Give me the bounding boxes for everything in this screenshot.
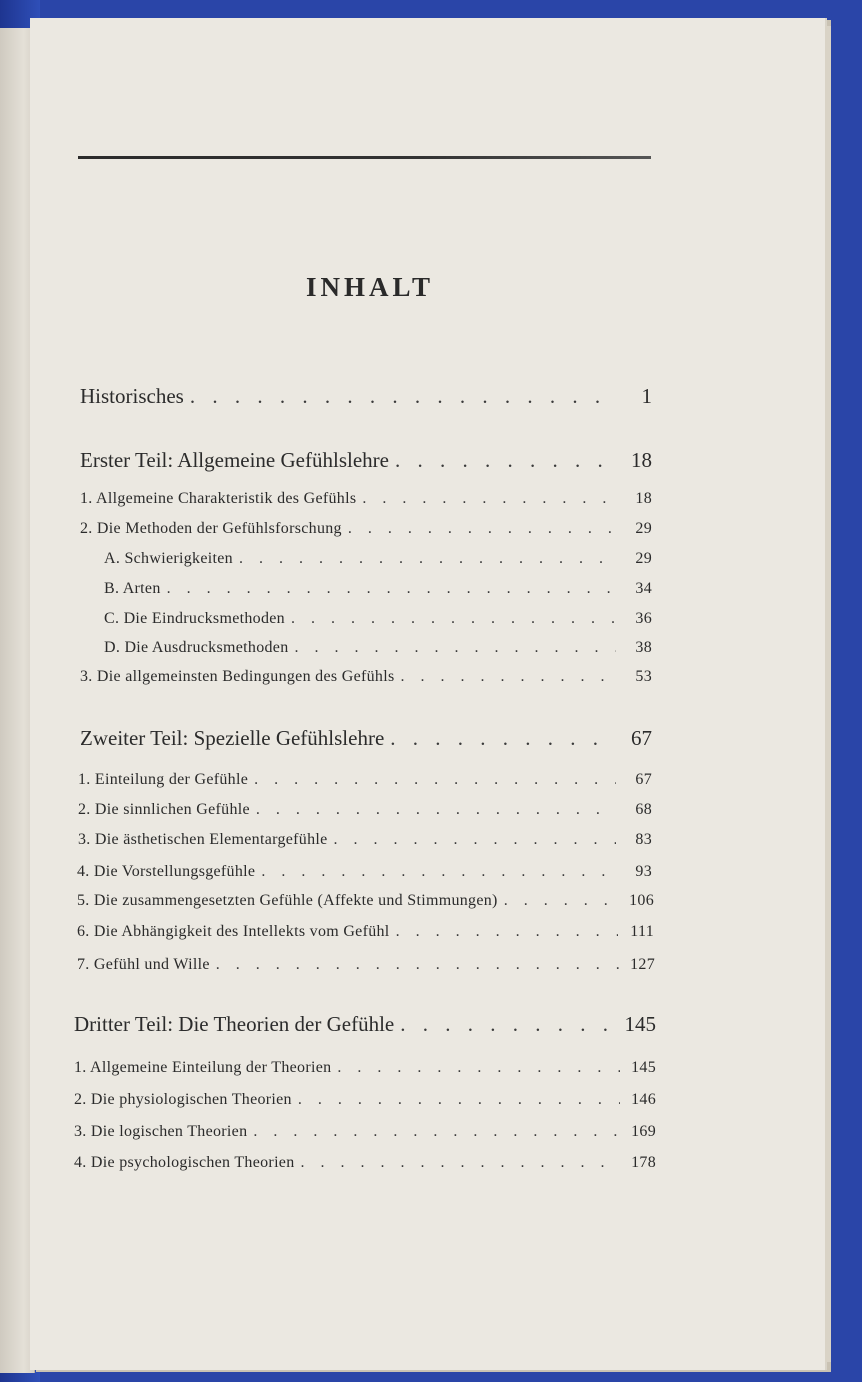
toc-entry[interactable] — [78, 771, 652, 789]
toc-entry-page: 93 — [635, 863, 652, 880]
leader-dots — [400, 668, 616, 686]
toc-part-3[interactable] — [74, 1012, 656, 1037]
toc-entry-label: 2. Die sinnlichen Gefühle — [78, 801, 250, 818]
toc-subentry[interactable] — [104, 550, 652, 568]
toc-entry-label: D. Die Ausdrucksmethoden — [104, 639, 289, 656]
leader-dots — [395, 448, 616, 473]
book-page — [30, 18, 825, 1370]
toc-entry-label: 3. Die allgemeinsten Bedingungen des Gefühls — [80, 668, 395, 685]
toc-entry-page: 111 — [630, 923, 654, 940]
leader-dots — [216, 956, 619, 974]
toc-entry-label: 1. Allgemeine Einteilung der Theorien — [74, 1059, 332, 1076]
toc-entry-label: Dritter Teil: Die Theorien der Gefühle — [74, 1012, 395, 1036]
leader-dots — [190, 384, 616, 409]
table-of-contents — [30, 18, 825, 1370]
toc-entry[interactable] — [74, 1123, 656, 1141]
toc-entry-page: 36 — [635, 610, 652, 627]
toc-entry-label: 3. Die logischen Theorien — [74, 1123, 248, 1140]
toc-entry-label: 5. Die zusammengesetzten Gefühle (Affekte und Stimmungen) — [77, 892, 498, 909]
toc-entry-label: Zweiter Teil: Spezielle Gefühlslehre — [80, 726, 385, 750]
toc-entry-page: 67 — [635, 771, 652, 788]
toc-entry-historisches[interactable] — [80, 384, 652, 409]
toc-entry-label: 1. Einteilung der Gefühle — [78, 771, 249, 788]
toc-entry-label: B. Arten — [104, 580, 161, 597]
leader-dots — [301, 1154, 620, 1172]
leader-dots — [362, 490, 616, 508]
toc-entry-label: 6. Die Abhängigkeit des Intellekts vom Gefühl — [77, 923, 390, 940]
toc-entry-page: 146 — [631, 1091, 656, 1108]
leader-dots — [396, 923, 618, 941]
toc-entry-page: 38 — [635, 639, 652, 656]
toc-entry[interactable] — [80, 520, 652, 538]
toc-entry-label: Erster Teil: Allgemeine Gefühlslehre — [80, 448, 389, 472]
toc-entry-page: 169 — [631, 1123, 656, 1140]
leader-dots — [254, 771, 616, 789]
toc-part-1[interactable] — [80, 448, 652, 473]
toc-entry-page: 83 — [635, 831, 652, 848]
leader-dots — [504, 892, 618, 910]
toc-entry[interactable] — [78, 801, 652, 819]
leader-dots — [334, 831, 616, 849]
toc-entry-label: Historisches — [80, 384, 184, 408]
toc-subentry[interactable] — [104, 610, 652, 628]
toc-entry[interactable] — [77, 892, 654, 910]
leader-dots — [298, 1091, 620, 1109]
leader-dots — [256, 801, 616, 819]
toc-entry-page: 67 — [631, 726, 652, 750]
toc-entry[interactable] — [78, 831, 652, 849]
toc-entry-page: 68 — [635, 801, 652, 818]
leader-dots — [337, 1059, 620, 1077]
toc-entry[interactable] — [74, 1154, 656, 1172]
toc-entry[interactable] — [77, 923, 654, 941]
toc-subentry[interactable] — [104, 639, 652, 657]
toc-entry[interactable] — [80, 490, 652, 508]
toc-entry[interactable] — [74, 1059, 656, 1077]
toc-entry-page: 178 — [631, 1154, 656, 1171]
leader-dots — [239, 550, 616, 568]
leader-dots — [390, 726, 616, 751]
toc-entry-label: 7. Gefühl und Wille — [77, 956, 210, 973]
toc-part-2[interactable] — [80, 726, 652, 751]
toc-entry[interactable] — [80, 668, 652, 686]
leader-dots — [295, 639, 616, 657]
leader-dots — [253, 1123, 620, 1141]
toc-entry-page: 53 — [635, 668, 652, 685]
toc-entry[interactable] — [77, 956, 655, 974]
toc-subentry[interactable] — [104, 580, 652, 598]
toc-entry-label: C. Die Eindrucksmethoden — [104, 610, 285, 627]
toc-entry[interactable] — [74, 1091, 656, 1109]
toc-entry-page: 145 — [624, 1012, 656, 1036]
toc-entry-label: 1. Allgemeine Charakteristik des Gefühls — [80, 490, 357, 507]
leader-dots — [291, 610, 616, 628]
toc-entry-page: 34 — [635, 580, 652, 597]
page-title: INHALT — [305, 272, 435, 302]
toc-entry-page: 29 — [635, 520, 652, 537]
toc-entry-page: 1 — [641, 384, 652, 408]
toc-entry-label: 4. Die Vorstellungsgefühle — [77, 863, 256, 880]
toc-entry-page: 127 — [630, 956, 655, 973]
toc-entry-page: 106 — [629, 892, 654, 909]
toc-entry-page: 18 — [631, 448, 652, 472]
toc-entry-label: 3. Die ästhetischen Elementargefühle — [78, 831, 328, 848]
toc-entry-label: 4. Die psychologischen Theorien — [74, 1154, 295, 1171]
leader-dots — [400, 1012, 618, 1037]
toc-entry-label: A. Schwierigkeiten — [104, 550, 233, 567]
toc-entry-label: 2. Die Methoden der Gefühlsforschung — [80, 520, 342, 537]
toc-entry[interactable] — [77, 863, 652, 881]
toc-entry-label: 2. Die physiologischen Theorien — [74, 1091, 292, 1108]
leader-dots — [348, 520, 616, 538]
toc-entry-page: 18 — [635, 490, 652, 507]
toc-entry-page: 29 — [635, 550, 652, 567]
toc-entry-page: 145 — [631, 1059, 656, 1076]
leader-dots — [167, 580, 616, 598]
leader-dots — [261, 863, 616, 881]
